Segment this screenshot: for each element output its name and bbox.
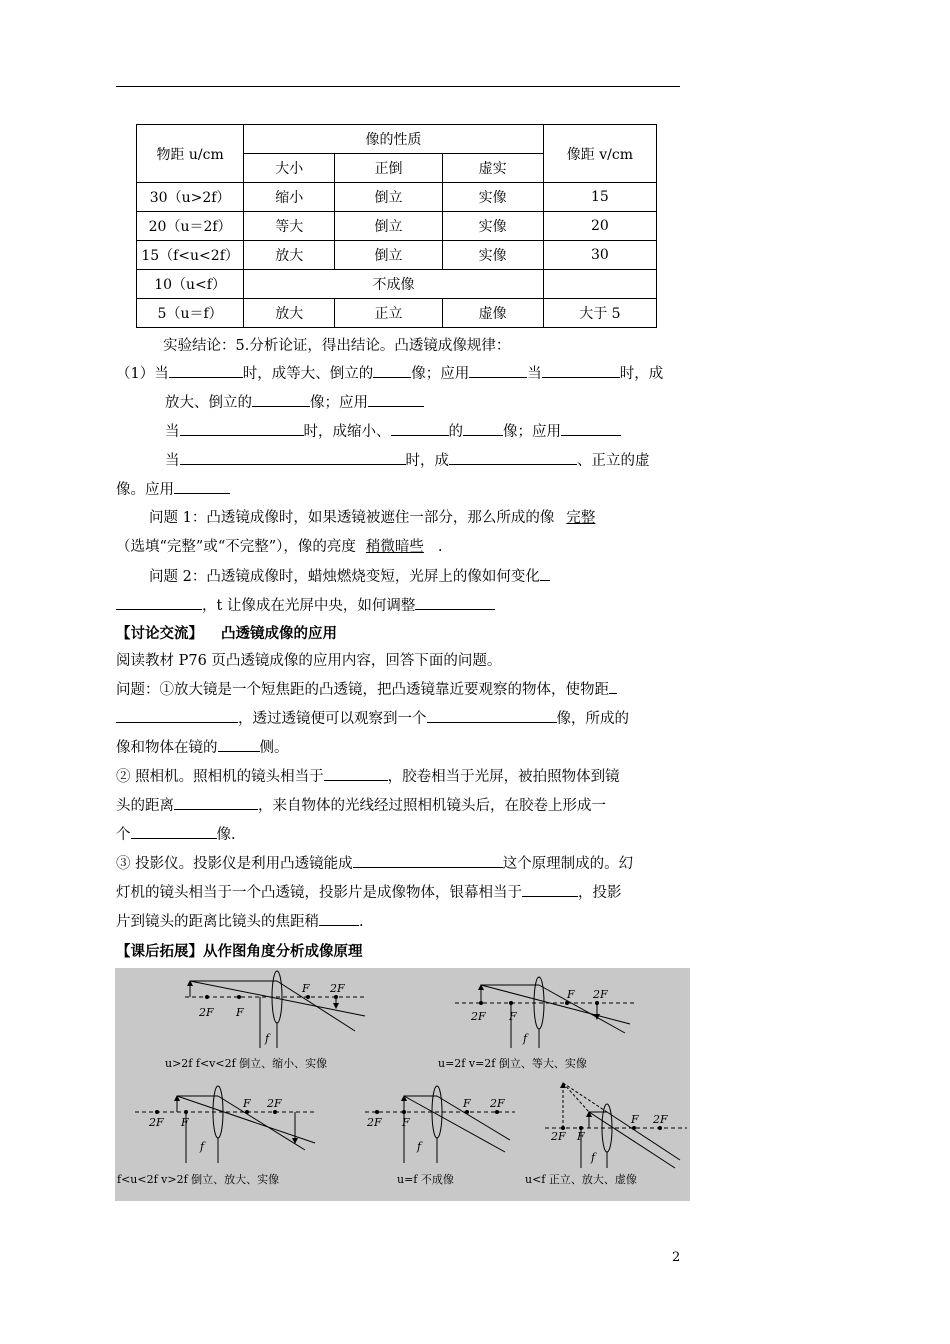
label-2F: 2F <box>330 982 345 995</box>
label-f: f <box>417 1140 422 1153</box>
label-F: F <box>302 982 310 995</box>
label-F: F <box>631 1113 639 1126</box>
blank[interactable] <box>463 421 503 436</box>
label-f: f <box>591 1151 596 1164</box>
label-2F: 2F <box>490 1097 505 1110</box>
blank[interactable] <box>373 363 411 378</box>
table-row: 15（f<u<2f） 放大 倒立 实像 30 <box>137 241 657 270</box>
blank[interactable] <box>522 882 578 897</box>
blank[interactable] <box>561 421 621 436</box>
reading-instruction: 阅读教材 P76 页凸透镜成像的应用内容，回答下面的问题。 <box>116 653 502 669</box>
blank[interactable] <box>368 392 424 407</box>
header-u: 物距 u/cm <box>137 125 244 183</box>
label-F: F <box>509 1010 517 1023</box>
blank[interactable] <box>469 363 527 378</box>
blank[interactable] <box>174 479 230 494</box>
header-v: 像距 v/cm <box>543 125 656 183</box>
header-size: 大小 <box>244 154 335 183</box>
problem-1-end: 像和物体在镜的 侧。 <box>116 737 289 758</box>
label-2F: 2F <box>593 988 608 1001</box>
problem-1: 问题：①放大镜是一个短焦距的凸透镜，把凸透镜靠近要观察的物体，使物距 <box>116 679 617 700</box>
label-F: F <box>577 1130 585 1143</box>
answer-complete: 完整 <box>566 510 596 526</box>
blank[interactable] <box>540 566 550 581</box>
blank[interactable] <box>609 679 617 694</box>
label-f: f <box>265 1032 270 1045</box>
problem-3-end: 片到镜头的距离比镜头的焦距稍 . <box>116 911 364 932</box>
label-2F: 2F <box>267 1097 282 1110</box>
blank[interactable] <box>218 737 260 752</box>
blank[interactable] <box>116 595 202 610</box>
blank[interactable] <box>542 363 620 378</box>
rule-line-4: 当 时，成 、正立的虚 <box>165 450 650 471</box>
question-2-cont: ，t 让像成在光屏中央，如何调整 <box>116 595 495 616</box>
rule-line-5: 像。应用 <box>116 479 230 500</box>
label-F: F <box>402 1116 410 1129</box>
problem-2-cont: 头的距离 ，来自物体的光线经过照相机镜头后，在胶卷上形成一 <box>116 795 606 816</box>
label-F: F <box>463 1097 471 1110</box>
question-1-cont: （选填“完整”或“不完整”），像的亮度 稍微暗些 . <box>116 539 443 555</box>
header-nature: 像的性质 <box>244 125 544 154</box>
caption: u>2f f<v<2f 倒立、缩小、实像 <box>165 1057 328 1070</box>
label-2F: 2F <box>367 1116 382 1129</box>
caption: u=2f v=2f 倒立、等大、实像 <box>438 1057 587 1070</box>
rule-line-3: 当 时，成缩小、 的 像；应用 <box>165 421 621 442</box>
blank[interactable] <box>353 853 503 868</box>
imaging-table <box>136 124 657 328</box>
label-2F: 2F <box>551 1130 566 1143</box>
blank[interactable] <box>174 795 258 810</box>
label-F: F <box>243 1097 251 1110</box>
label-2F: 2F <box>199 1006 214 1019</box>
problem-2: ② 照相机。照相机的镜头相当于 ，胶卷相当于光屏，被拍照物体到镜 <box>116 766 620 787</box>
blank[interactable] <box>131 824 217 839</box>
blank[interactable] <box>391 421 449 436</box>
header-real: 虚实 <box>442 154 543 183</box>
table-row: 5（u＝f） 放大 正立 虚像 大于 5 <box>137 299 657 328</box>
blank[interactable] <box>116 708 238 723</box>
blank[interactable] <box>427 708 557 723</box>
rule-line-1: （1）当 时，成等大、倒立的 像；应用 当 时，成 <box>116 363 663 384</box>
table-row: 30（u>2f） 缩小 倒立 实像 15 <box>137 183 657 212</box>
label-2F: 2F <box>653 1113 668 1126</box>
question-1: 问题 1：凸透镜成像时，如果透镜被遮住一部分，那么所成的像 完整 <box>149 508 611 528</box>
blank[interactable] <box>324 766 388 781</box>
blank[interactable] <box>169 363 243 378</box>
lens-ray-diagrams <box>115 968 690 1201</box>
label-f: f <box>523 1032 528 1045</box>
problem-3: ③ 投影仪。投影仪是利用凸透镜能成 这个原理制成的。幻 <box>116 853 633 874</box>
problem-3-cont: 灯机的镜头相当于一个凸透镜，投影片是成像物体，银幕相当于 ，投影 <box>116 882 622 903</box>
blank[interactable] <box>252 392 310 407</box>
label-2F: 2F <box>471 1010 486 1023</box>
rule-line-2: 放大、倒立的 像；应用 <box>165 392 424 413</box>
header-rule <box>116 86 680 87</box>
blank[interactable] <box>180 421 304 436</box>
section-extension-title: 【课后拓展】从作图角度分析成像原理 <box>116 943 363 960</box>
page-number: 2 <box>672 1250 681 1265</box>
caption: f<u<2f v>2f 倒立、放大、实像 <box>117 1173 280 1186</box>
blank[interactable] <box>319 911 359 926</box>
table-row: 10（u<f） 不成像 <box>137 270 657 299</box>
label-2F: 2F <box>149 1116 164 1129</box>
label-F: F <box>567 988 575 1001</box>
label-f: f <box>200 1140 205 1153</box>
blank[interactable] <box>180 450 406 465</box>
caption: u=f 不成像 <box>397 1173 454 1186</box>
blank[interactable] <box>415 595 495 610</box>
blank[interactable] <box>449 450 577 465</box>
problem-2-end: 个 像. <box>116 824 236 845</box>
section-discussion-title: 【讨论交流】 凸透镜成像的应用 <box>116 625 337 642</box>
conclusion: 实验结论：5.分析论证，得出结论。凸透镜成像规律： <box>163 338 511 354</box>
label-F: F <box>181 1116 189 1129</box>
caption: u<f 正立、放大、虚像 <box>525 1173 637 1186</box>
table-row: 20（u＝2f） 等大 倒立 实像 20 <box>137 212 657 241</box>
answer-dimmer: 稍微暗些 <box>365 539 424 555</box>
question-2: 问题 2：凸透镜成像时，蜡烛燃烧变短，光屏上的像如何变化 <box>149 566 550 587</box>
problem-1-cont: ，透过透镜便可以观察到一个 像，所成的 <box>116 708 629 729</box>
header-orient: 正倒 <box>335 154 442 183</box>
label-F: F <box>236 1006 244 1019</box>
